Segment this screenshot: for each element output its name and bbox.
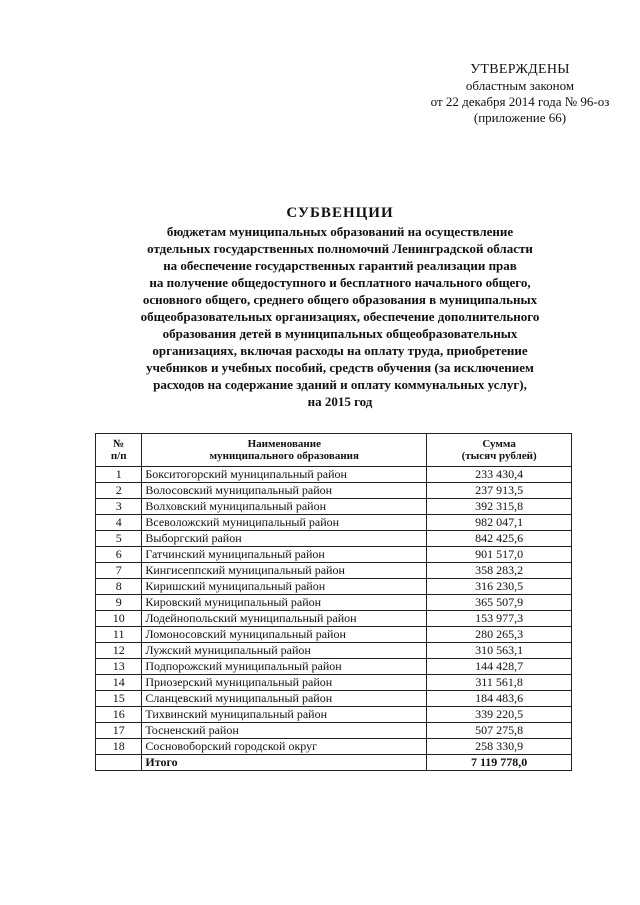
row-number: 9: [96, 595, 142, 611]
row-municipality: Выборгский район: [142, 531, 427, 547]
subsidy-table: [95, 433, 572, 771]
approval-appendix: (приложение 66): [473, 110, 567, 125]
row-municipality: Волосовский муниципальный район: [142, 483, 427, 499]
header-sum-line1: Сумма: [482, 438, 516, 450]
row-amount: 316 230,5: [427, 579, 572, 595]
title-line: основного общего, среднего общего образования в муниципальных: [142, 292, 538, 307]
row-number: 3: [96, 499, 142, 515]
table-row: [96, 467, 572, 483]
row-amount: 144 428,7: [427, 659, 572, 675]
row-amount: 358 283,2: [427, 563, 572, 579]
row-number: 11: [96, 627, 142, 643]
row-number: 4: [96, 515, 142, 531]
document-title: СУБВЕНЦИИ: [286, 205, 394, 221]
row-amount: 153 977,3: [427, 611, 572, 627]
row-amount: 901 517,0: [427, 547, 572, 563]
table-row: [96, 499, 572, 515]
row-amount: 233 430,4: [427, 467, 572, 483]
header-sum: [427, 434, 572, 467]
table-row: [96, 579, 572, 595]
row-municipality: Гатчинский муниципальный район: [142, 547, 427, 563]
row-municipality: Лодейнопольский муниципальный район: [142, 611, 427, 627]
table-row: [96, 483, 572, 499]
row-municipality: Тосненский район: [142, 723, 427, 739]
title-line: расходов на содержание зданий и оплату коммунальных услуг),: [153, 377, 527, 392]
row-municipality: Лужский муниципальный район: [142, 643, 427, 659]
row-amount: 237 913,5: [427, 483, 572, 499]
row-municipality: Киришский муниципальный район: [142, 579, 427, 595]
row-number: 8: [96, 579, 142, 595]
row-amount: 842 425,6: [427, 531, 572, 547]
title-line: на обеспечение государственных гарантий реализации прав: [163, 258, 517, 273]
row-number: 13: [96, 659, 142, 675]
title-line: отдельных государственных полномочий Ленинградской области: [147, 241, 533, 256]
row-number: 2: [96, 483, 142, 499]
row-municipality: Тихвинский муниципальный район: [142, 707, 427, 723]
row-number: 1: [96, 467, 142, 483]
table-row: [96, 659, 572, 675]
row-amount: 365 507,9: [427, 595, 572, 611]
row-amount: 258 330,9: [427, 739, 572, 755]
header-number-line2: п/п: [110, 450, 127, 462]
total-amount: 7 119 778,0: [427, 755, 572, 771]
row-number: 14: [96, 675, 142, 691]
row-municipality: Ломоносовский муниципальный район: [142, 627, 427, 643]
title-line: учебников и учебных пособий, средств обучения (за исключением: [146, 360, 534, 375]
row-number: 7: [96, 563, 142, 579]
total-number: [96, 755, 142, 771]
title-line: образования детей в муниципальных общеобразовательных: [162, 326, 518, 341]
header-name-line2: муниципального образования: [209, 450, 359, 462]
table-row: [96, 531, 572, 547]
table-row: [96, 627, 572, 643]
row-number: 5: [96, 531, 142, 547]
row-municipality: Бокситогорский муниципальный район: [142, 467, 427, 483]
table-row: [96, 563, 572, 579]
approval-law-date: от 22 декабря 2014 года № 96-оз: [430, 94, 610, 109]
table-row: [96, 707, 572, 723]
row-number: 12: [96, 643, 142, 659]
table-total-row: [96, 755, 572, 771]
table-body: [96, 467, 572, 771]
row-municipality: Волховский муниципальный район: [142, 499, 427, 515]
title-line: бюджетам муниципальных образований на осуществление: [166, 224, 514, 239]
row-amount: 184 483,6: [427, 691, 572, 707]
table-header-row: [96, 434, 572, 467]
row-number: 16: [96, 707, 142, 723]
row-amount: 311 561,8: [427, 675, 572, 691]
table-row: [96, 691, 572, 707]
header-sum-line2: (тысяч рублей): [461, 450, 537, 462]
table-row: [96, 723, 572, 739]
approval-title: УТВЕРЖДЕНЫ: [470, 62, 570, 77]
row-municipality: Подпорожский муниципальный район: [142, 659, 427, 675]
row-amount: 982 047,1: [427, 515, 572, 531]
row-amount: 392 315,8: [427, 499, 572, 515]
row-number: 15: [96, 691, 142, 707]
table-row: [96, 611, 572, 627]
title-line: общеобразовательных организациях, обеспечение дополнительного: [140, 309, 540, 324]
row-municipality: Сосновоборский городской округ: [142, 739, 427, 755]
document-title-block: [60, 205, 620, 410]
row-number: 17: [96, 723, 142, 739]
header-name-line1: Наименование: [247, 438, 321, 450]
row-number: 10: [96, 611, 142, 627]
table-row: [96, 595, 572, 611]
header-name: [142, 434, 427, 467]
row-number: 6: [96, 547, 142, 563]
row-number: 18: [96, 739, 142, 755]
row-municipality: Кингисеппский муниципальный район: [142, 563, 427, 579]
row-amount: 507 275,8: [427, 723, 572, 739]
table-row: [96, 643, 572, 659]
approval-stamp: [420, 62, 620, 126]
row-amount: 310 563,1: [427, 643, 572, 659]
title-line: на 2015 год: [307, 394, 373, 409]
table-row: [96, 547, 572, 563]
row-municipality: Кировский муниципальный район: [142, 595, 427, 611]
table-row: [96, 739, 572, 755]
table-row: [96, 515, 572, 531]
title-line: организациях, включая расходы на оплату труда, приобретение: [152, 343, 528, 358]
row-amount: 339 220,5: [427, 707, 572, 723]
row-municipality: Приозерский муниципальный район: [142, 675, 427, 691]
table-row: [96, 675, 572, 691]
approval-law-text: областным законом: [465, 78, 575, 93]
row-municipality: Сланцевский муниципальный район: [142, 691, 427, 707]
header-number-line1: №: [113, 438, 125, 450]
header-number: [96, 434, 142, 467]
row-municipality: Всеволожский муниципальный район: [142, 515, 427, 531]
title-line: на получение общедоступного и бесплатного начального общего,: [149, 275, 531, 290]
total-label: Итого: [142, 755, 427, 771]
row-amount: 280 265,3: [427, 627, 572, 643]
